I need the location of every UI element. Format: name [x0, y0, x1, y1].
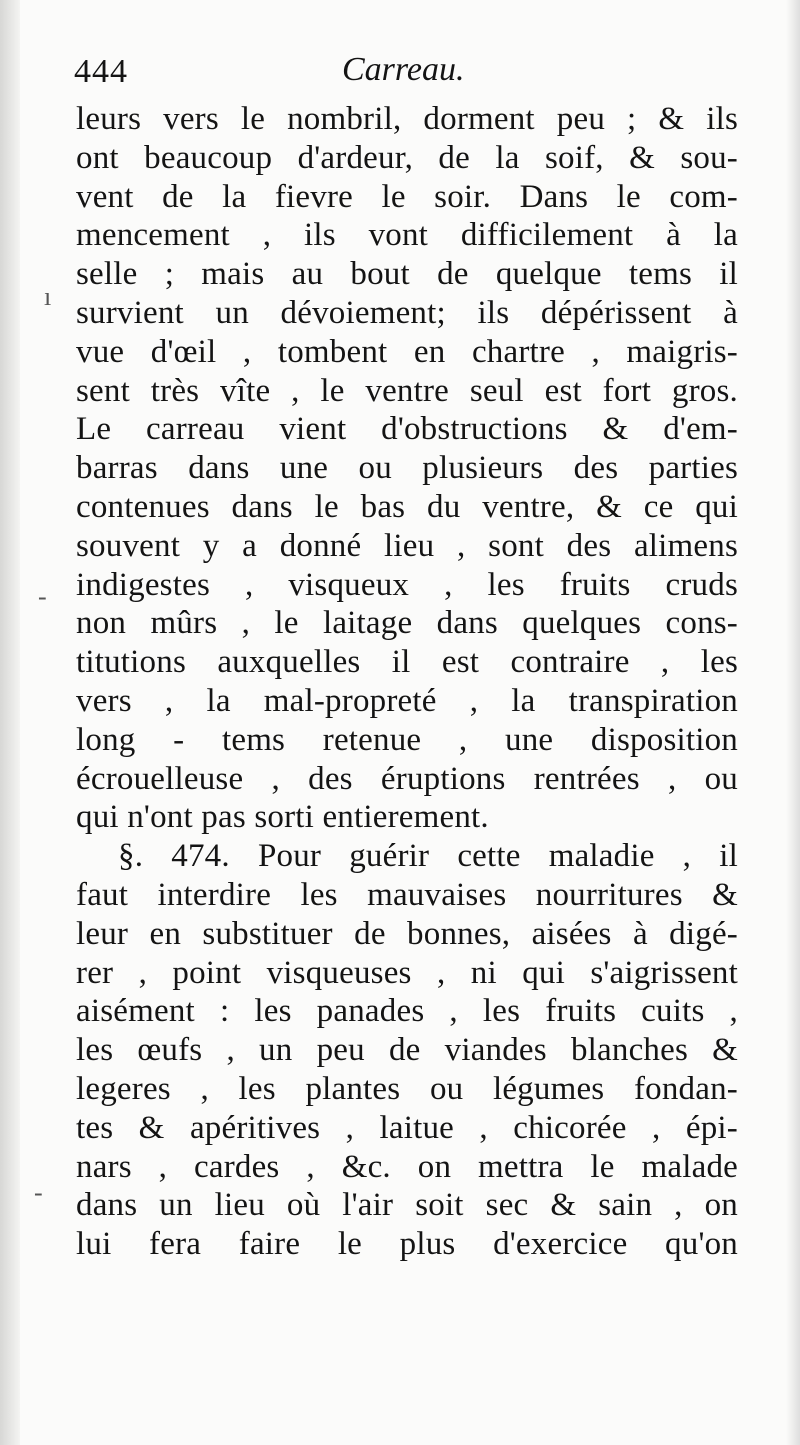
text-line: les œufs , un peu de viandes blanches & — [76, 1032, 738, 1069]
text-line: non mûrs , le laitage dans quelques cons- — [76, 605, 738, 642]
page-number: 444 — [74, 53, 128, 90]
text-line: survient un dévoiement; ils dépérissent à — [76, 294, 738, 331]
text-line: barras dans une ou plusieurs des parties — [76, 450, 738, 487]
text-line: Le carreau vient d'obstructions & d'em- — [76, 411, 738, 448]
section-start-line: §. 474. Pour guérir cette maladie , il — [118, 838, 738, 875]
margin-mark: - — [34, 1178, 43, 1207]
text-line: mencement , ils vont difficilement à la — [76, 217, 738, 254]
text-line: vent de la fievre le soir. Dans le com- — [76, 178, 738, 215]
body-text — [76, 100, 738, 1264]
text-line: long - tems retenue , une disposition — [76, 721, 738, 758]
text-line: souvent y a donné lieu , sont des alimens — [76, 527, 738, 564]
text-line: titutions auxquelles il est contraire , les — [76, 644, 738, 681]
page-edge-shadow-left — [0, 0, 20, 1445]
text-line: leurs vers le nombril, dorment peu ; & ils — [76, 101, 738, 137]
page-edge-shadow-right — [786, 0, 800, 1445]
text-line: tes & apéritives , laitue , chicorée , épi- — [76, 1109, 738, 1146]
text-line: indigestes , visqueux , les fruits cruds — [76, 566, 738, 603]
text-line: faut interdire les mauvaises nourritures & — [76, 876, 738, 913]
text-line: leur en substituer de bonnes, aisées à digé- — [76, 915, 738, 952]
text-line: nars , cardes , &c. on mettra le malade — [76, 1148, 738, 1185]
running-head: Carreau. — [342, 51, 465, 88]
text-line: ont beaucoup d'ardeur, de la soif, & sou- — [76, 139, 738, 176]
text-line: vers , la mal-propreté , la transpiration — [76, 682, 738, 719]
text-line: lui fera faire le plus d'exercice qu'on — [76, 1226, 738, 1263]
text-line: legeres , les plantes ou légumes fondan- — [76, 1070, 738, 1107]
text-line: selle ; mais au bout de quelque tems il — [76, 256, 738, 293]
margin-mark: - — [38, 582, 47, 611]
text-line: aisément : les panades , les fruits cuits , — [76, 993, 738, 1030]
page-header — [74, 45, 734, 95]
text-line: écrouelleuse , des éruptions rentrées , ou — [76, 760, 738, 797]
text-line: vue d'œil , tombent en chartre , maigris- — [76, 333, 738, 370]
text-line: sent très vîte , le ventre seul est fort gros. — [76, 372, 738, 409]
margin-mark: ı — [44, 282, 52, 311]
text-line: contenues dans le bas du ventre, & ce qui — [76, 488, 738, 525]
text-line: dans un lieu où l'air soit sec & sain , on — [76, 1187, 738, 1224]
text-line: rer , point visqueuses , ni qui s'aigrissent — [76, 954, 738, 991]
text-line: qui n'ont pas sorti entierement. — [76, 799, 489, 836]
